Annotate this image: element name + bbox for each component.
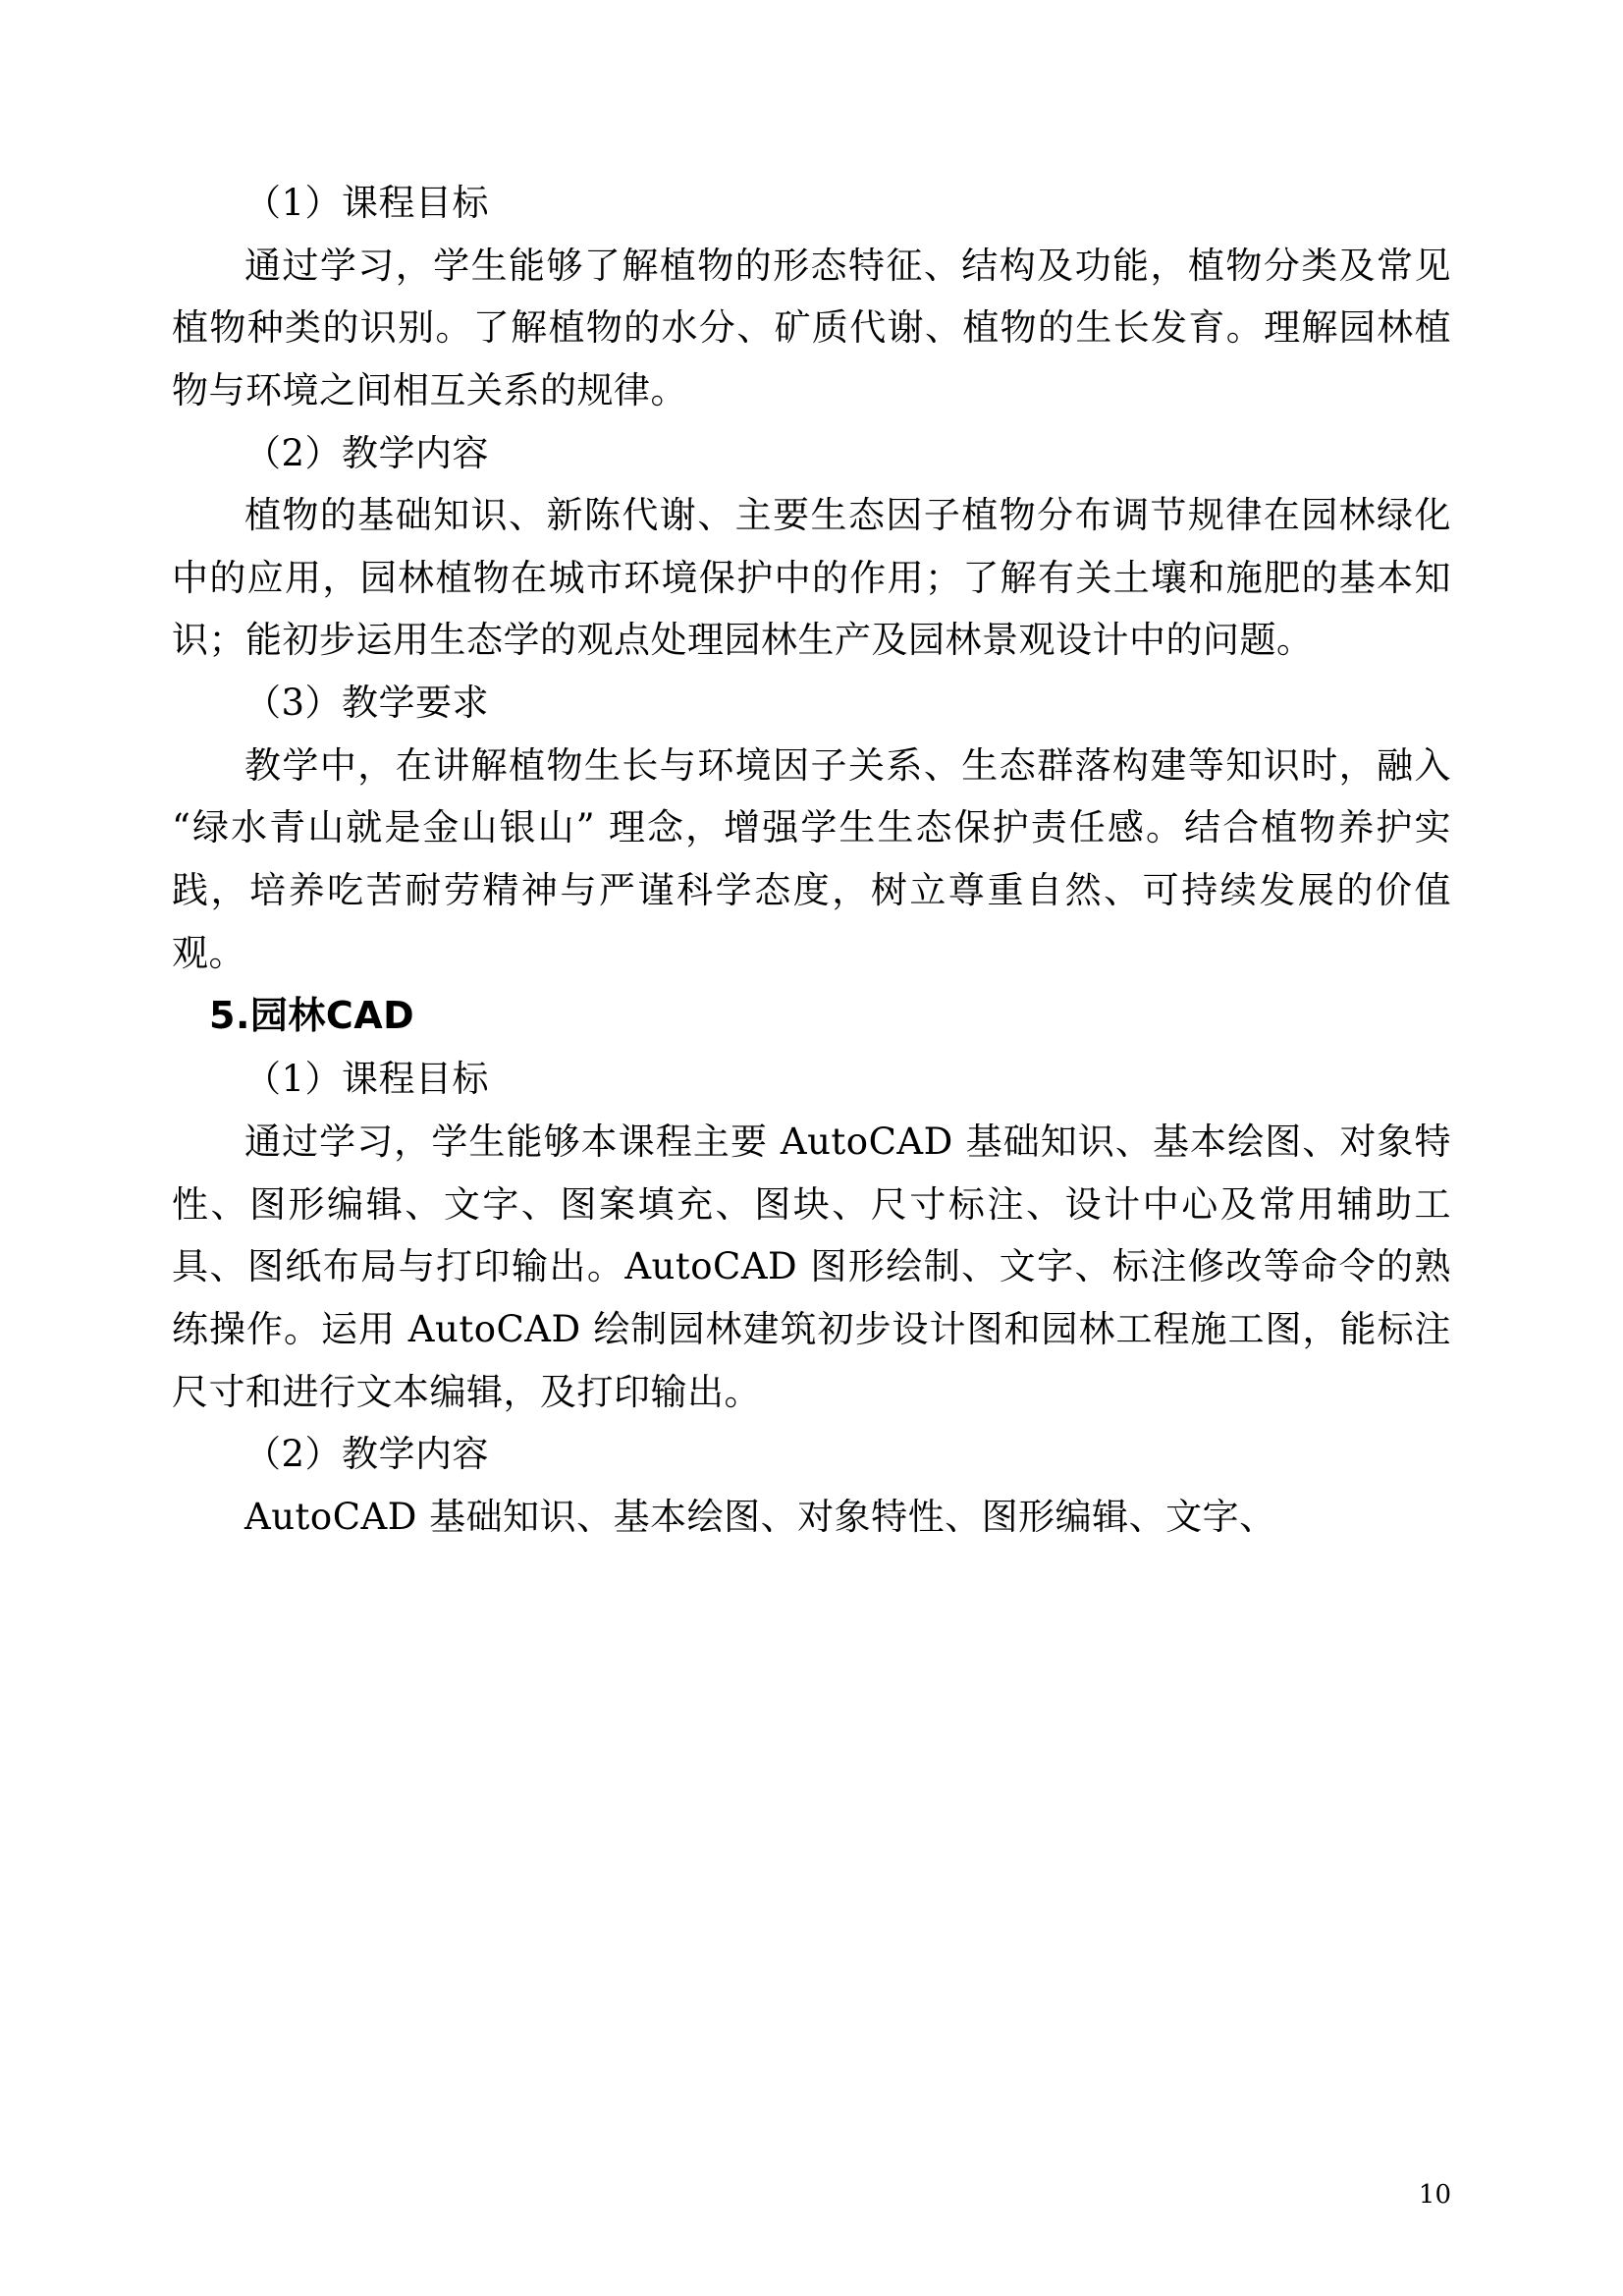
section-label-course-objective-2: （1）课程目标 bbox=[244, 1058, 490, 1101]
section-label-teaching-requirement-1: （3）教学要求 bbox=[244, 682, 490, 724]
paragraph-teaching-content-2: AutoCAD 基础知识、基本绘图、对象特性、图形编辑、文字、 bbox=[244, 1495, 1276, 1538]
section-label-teaching-content-1: （2）教学内容 bbox=[244, 431, 490, 474]
page-content bbox=[172, 172, 1451, 1548]
page-number: 10 bbox=[1418, 2180, 1451, 2210]
paragraph-teaching-content-1: 植物的基础知识、新陈代谢、主要生态因子植物分布调节规律在园林绿化中的应用，园林植物在城市环境保护中的作用；了解有关土壤和施肥的基本知识；能初步运用生态学的观点处理园林生产及园林景观设计中的问题。 bbox=[172, 494, 1451, 662]
paragraph-course-objective-1: 通过学习，学生能够了解植物的形态特征、结构及功能，植物分类及常见植物种类的识别。了解植物的水分、矿质代谢、植物的生长发育。理解园林植物与环境之间相互关系的规律。 bbox=[172, 244, 1451, 411]
section-label-teaching-content-2: （2）教学内容 bbox=[244, 1433, 490, 1476]
heading-course-5-landscape-cad: 5.园林CAD bbox=[209, 994, 415, 1038]
section-label-course-objective-1: （1）课程目标 bbox=[244, 182, 490, 224]
paragraph-teaching-requirement-1: 教学中，在讲解植物生长与环境因子关系、生态群落构建等知识时，融入 “绿水青山就是金山银山” 理念，增强学生生态保护责任感。结合植物养护实践，培养吃苦耐劳精神与严谨科学态度，树立尊重自然、可持续发展的价值观。 bbox=[172, 743, 1451, 974]
paragraph-course-objective-2: 通过学习，学生能够本课程主要 AutoCAD 基础知识、基本绘图、对象特性、图形编辑、文字、图案填充、图块、尺寸标注、设计中心及常用辅助工具、图纸布局与打印输出。AutoCAD 图形绘制、文字、标注修改等命令的熟练操作。运用 AutoCAD 绘制园林建筑初步设计图和园林工程施工图，能标注尺寸和进行文本编辑，及打印输出。 bbox=[172, 1121, 1451, 1413]
